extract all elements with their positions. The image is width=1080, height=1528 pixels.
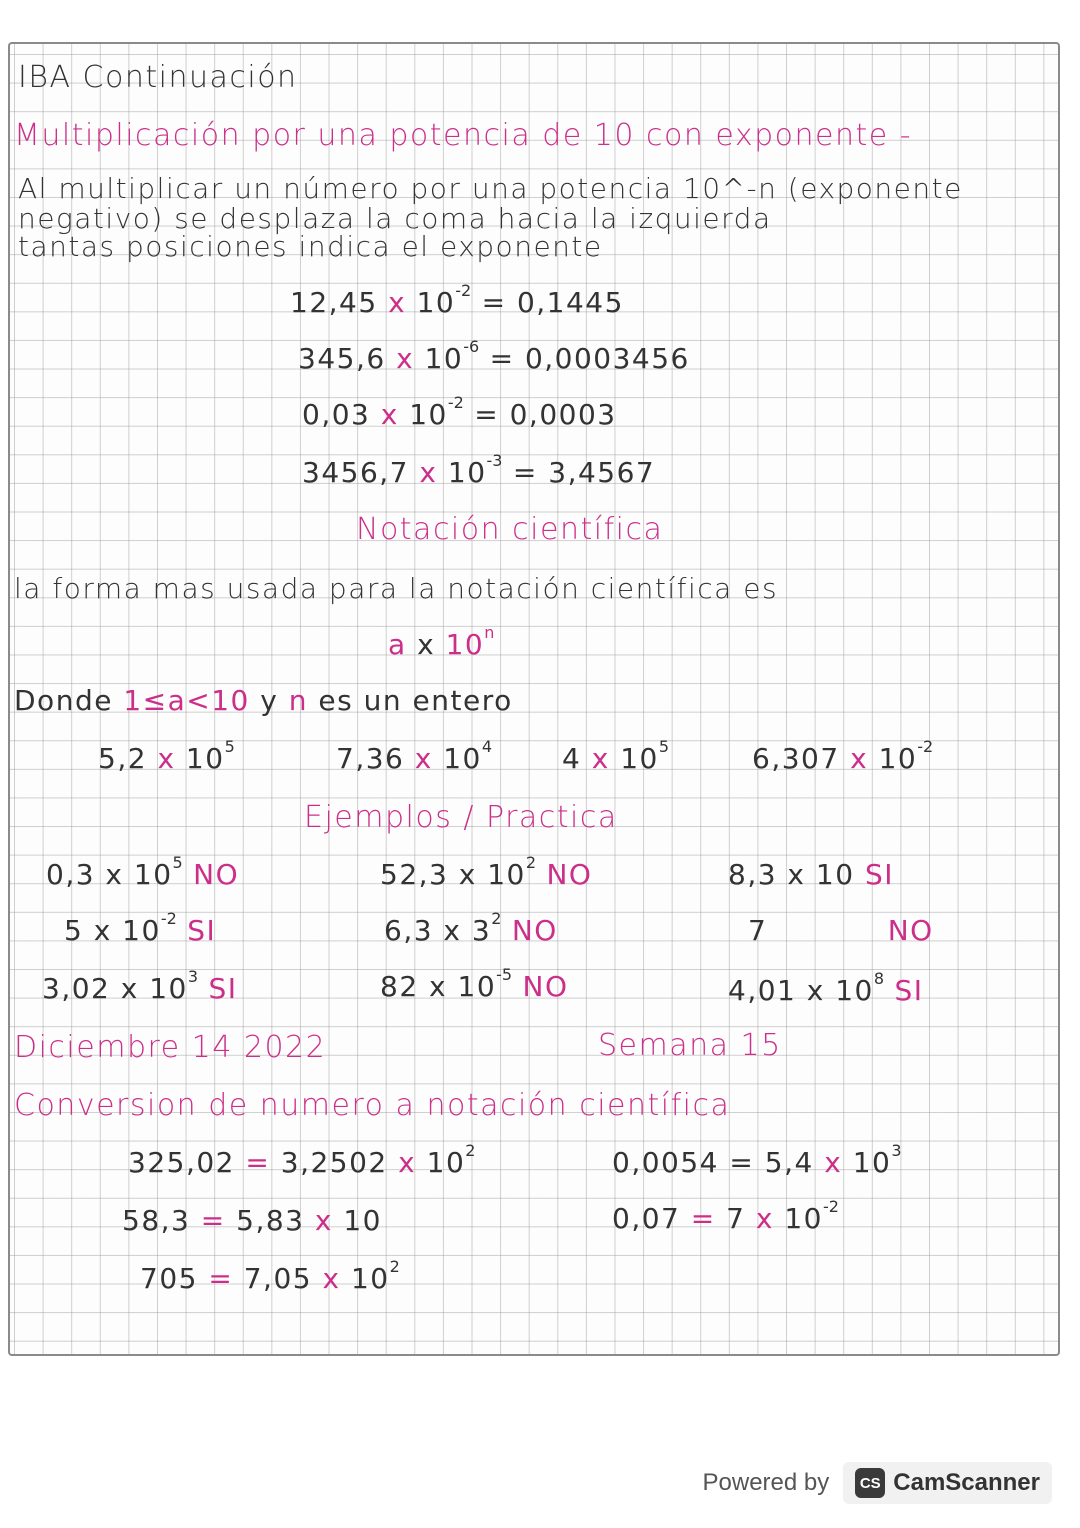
practice-item: 4,01 x $10^8$ SI [728, 969, 924, 1007]
camscanner-watermark [703, 1460, 1052, 1506]
negative-power-example: 12,45 x $10^{-2} = 0,1445$ [290, 281, 624, 319]
practice-item: 5 x $10^{-2}$ SI [64, 909, 217, 947]
section1-body-line-1: Al multiplicar un número por una potencia 10^-n (exponente [18, 172, 963, 205]
section2-title: Notación científica [356, 512, 664, 547]
scientific-notation-formula: a x 10$^n$ [388, 623, 495, 661]
negative-power-example: 3456,7 x $10^{-3} = 3,4567$ [302, 451, 656, 489]
conversion-example: 58,3 = 5,83 x 10 [122, 1204, 382, 1237]
conversion-title: Conversion de numero a notación científica [14, 1088, 731, 1123]
notation-sample: 5,2 x $10^5$ [98, 737, 235, 775]
conversion-example: 705 = 7,05 x $10^2$ [140, 1257, 400, 1295]
page-heading: IBA Continuación [18, 60, 298, 95]
practice-item: 6,3 x $3^2$ NO [384, 909, 558, 947]
practice-title: Ejemplos / Practica [304, 800, 618, 835]
notation-sample: 4 x $10^5$ [562, 737, 670, 775]
powered-by-text: Powered by [702, 1469, 830, 1496]
date-label: Diciembre 14 2022 [14, 1030, 327, 1065]
practice-item: 8,3 x 10 SI [728, 858, 894, 891]
negative-power-example: 0,03 x $10^{-2} = 0,0003$ [302, 393, 617, 431]
section2-intro: la forma mas usada para la notación científica es [14, 572, 779, 605]
camscanner-logo-icon: CS [855, 1468, 885, 1498]
practice-item: 0,3 x $10^5$ NO [46, 853, 240, 891]
section1-body-line-3: tantas posiciones indica el exponente [18, 230, 603, 263]
notation-sample: 7,36 x $10^4$ [336, 737, 493, 775]
practice-item: 3,02 x $10^3$ SI [42, 967, 238, 1005]
practice-item: 82 x $10^{-5}$ NO [380, 965, 569, 1003]
notation-sample: 6,307 x $10^{-2}$ [752, 737, 934, 775]
week-label: Semana 15 [598, 1028, 782, 1063]
camscanner-badge [843, 1462, 1052, 1504]
practice-item: 7 NO [748, 914, 934, 947]
conversion-example: 0,0054 = 5,4 x $10^3$ [612, 1141, 902, 1179]
practice-item: 52,3 x $10^2$ NO [380, 853, 593, 891]
conversion-example: 0,07 = 7 x $10^{-2}$ [612, 1197, 839, 1235]
section1-title: Multiplicación por una potencia de 10 con exponente - [14, 118, 913, 153]
camscanner-brand: CamScanner [893, 1469, 1040, 1496]
section1-body-line-2: negativo) se desplaza la coma hacia la izquierda [18, 202, 772, 235]
formula-condition: Donde 1≤a<10 y n es un entero [14, 684, 513, 717]
negative-power-example: 345,6 x $10^{-6} = 0,0003456$ [298, 337, 690, 375]
conversion-example: 325,02 = 3,2502 x $10^2$ [128, 1141, 476, 1179]
